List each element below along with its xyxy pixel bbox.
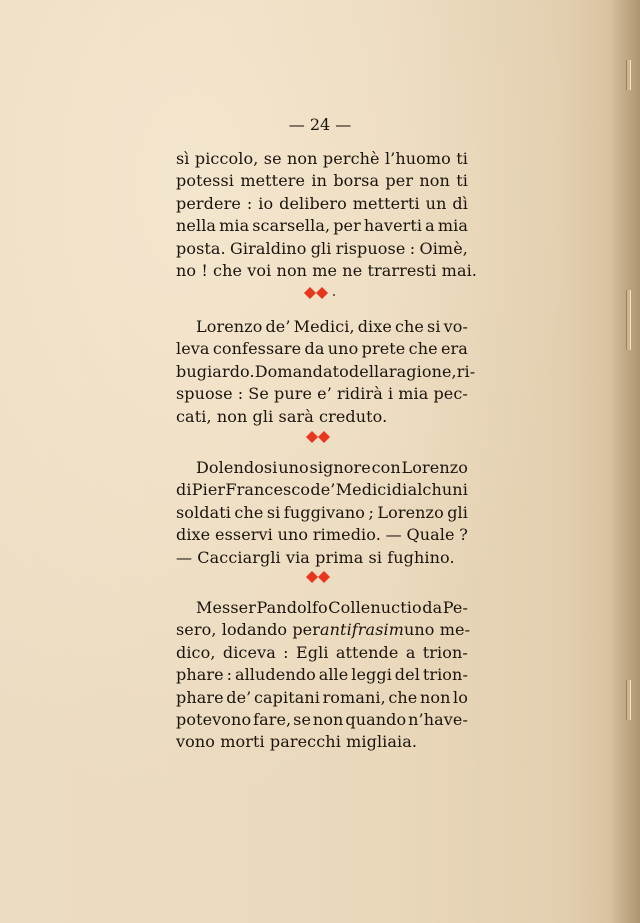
- diamond-ornament-icon: [301, 286, 341, 300]
- text-line: no ! che voi non me ne trarresti mai.: [176, 261, 477, 281]
- text-line: cati, non gli sarà creduto.: [176, 406, 388, 426]
- diamond-ornament-icon: [301, 430, 341, 444]
- text-line: phare : alludendo alle leggi del trion-: [176, 665, 468, 685]
- text-line-with-italic: [176, 619, 471, 641]
- text-line: posta. Giraldino gli rispuose : Oimè,: [176, 238, 468, 258]
- text-line: potessi mettere in borsa per non ti: [176, 171, 468, 191]
- binding-stitch: [626, 680, 631, 720]
- page-gutter-shadow: [610, 0, 640, 923]
- text-line: Messer Pandolfo Collenuctio da Pe-: [196, 598, 468, 617]
- page-number: — 24 —: [288, 115, 352, 134]
- text-line: Dolendosi uno signore con Lorenzo: [196, 458, 468, 477]
- text-line: potevono fare, se non quando n’have-: [176, 710, 468, 730]
- text-line: soldati che si fuggivano ; Lorenzo gli: [176, 502, 468, 522]
- paragraph-3: [176, 457, 468, 569]
- text-line: leva confessare da uno prete che era: [176, 339, 468, 359]
- text-line: di Pier Francesco de’ Medici di alchuni: [176, 480, 468, 500]
- diamond-ornament-icon: [301, 570, 341, 584]
- text-line: dico, diceva : Egli attende a trion-: [176, 642, 468, 662]
- text-line: Lorenzo de’ Medici, dixe che si vo-: [196, 317, 468, 336]
- text-segment: sero, lodando per: [176, 620, 320, 640]
- binding-stitch: [626, 290, 631, 350]
- italic-term: antifrasim: [320, 620, 404, 640]
- paragraph-1: [176, 148, 477, 282]
- text-line: perdere : io delibero metterti un dì: [176, 193, 468, 213]
- text-line: dixe esservi uno rimedio. — Quale ?: [176, 525, 468, 545]
- text-line: vono morti parecchi migliaia.: [176, 732, 418, 752]
- text-line: — Cacciargli via prima si fughino.: [176, 547, 455, 567]
- text-segment: uno me-: [404, 620, 471, 640]
- paragraph-4: [176, 597, 471, 754]
- paragraph-2: [176, 316, 476, 428]
- text-line: phare de’ capitani romani, che non lo: [176, 687, 468, 707]
- binding-stitch: [626, 60, 631, 90]
- text-line: nella mia scarsella, per haverti a mia: [176, 216, 468, 236]
- text-line: sì piccolo, se non perchè l’huomo ti: [176, 149, 468, 168]
- text-line: bugiardo. Domandato della ragione, ri-: [176, 361, 476, 381]
- text-line: spuose : Se pure e’ ridirà i mia pec-: [176, 384, 468, 404]
